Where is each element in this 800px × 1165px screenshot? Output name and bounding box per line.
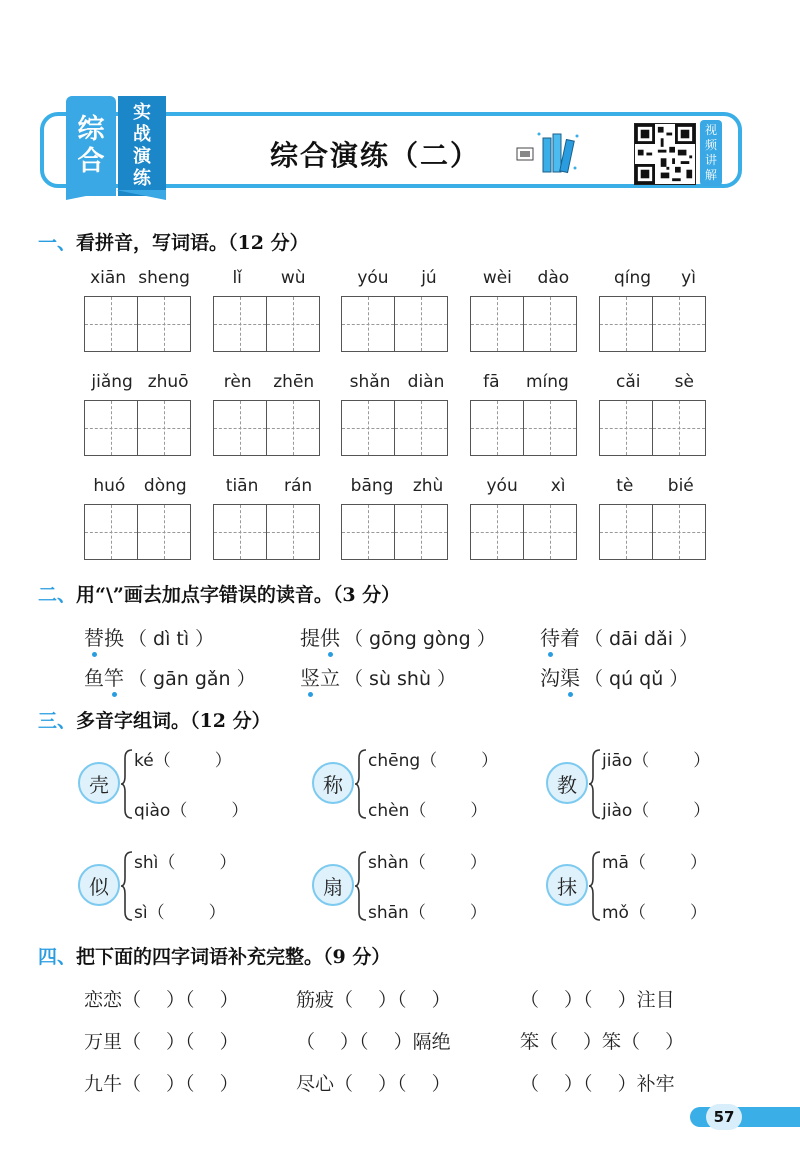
writing-cell[interactable] (84, 296, 138, 352)
writing-grid (213, 296, 325, 352)
polyphone-char-badge (78, 762, 120, 804)
idiom-item[interactable]: 九牛（ ）（ ） (84, 1073, 239, 1095)
pinyin-word (470, 476, 582, 560)
paren-close: ） (470, 801, 488, 821)
polyphone-char-badge (78, 864, 120, 906)
answer-blank[interactable] (409, 796, 497, 821)
pinyin-syllable: wù (280, 268, 306, 288)
idiom-item[interactable]: 尽心（ ）（ ） (296, 1073, 451, 1095)
video-label-char: 解 (704, 168, 717, 182)
reading-pinyin: shàn (368, 853, 409, 873)
pinyin-syllable: xì (550, 476, 566, 496)
pinyin-word (213, 268, 325, 352)
answer-blank[interactable] (629, 848, 717, 873)
reading-pinyin: chèn (368, 801, 410, 821)
section-number: 四、 (38, 946, 77, 968)
section-4-title (38, 942, 390, 969)
writing-cell[interactable] (213, 400, 267, 456)
reading-line (368, 796, 497, 821)
reading-line (134, 746, 242, 771)
pinyin (213, 372, 325, 396)
answer-blank[interactable] (632, 796, 720, 821)
reading-pinyin: shì (134, 853, 159, 873)
reading-line (602, 898, 717, 923)
dotted-char: 待 (540, 626, 560, 650)
tab-sub-char: 演 (133, 146, 151, 167)
pinyin-options[interactable]: （ dāi dǎi ） (584, 628, 699, 650)
pinyin-syllable: yóu (357, 268, 389, 288)
brace-icon (120, 748, 134, 820)
polyphone-char: 扇 (323, 874, 343, 899)
paren-open: （ (632, 751, 650, 771)
writing-cell[interactable] (652, 400, 706, 456)
pronunciation-item (84, 622, 214, 651)
paren-close: ） (208, 903, 226, 923)
writing-grid (84, 296, 196, 352)
pinyin-syllable: dòng (143, 476, 187, 496)
idiom-item[interactable]: 笨（ ）笨（ ） (520, 1031, 685, 1053)
pinyin-word (341, 476, 453, 560)
video-label-char: 频 (704, 138, 717, 152)
paren-open: （ (409, 801, 427, 821)
reading-line (602, 796, 720, 821)
tab-sub-char: 战 (133, 124, 151, 145)
pinyin-syllable: jú (421, 268, 437, 288)
paren-open: （ (420, 751, 438, 771)
writing-cell[interactable] (394, 296, 448, 352)
tab-sub-char: 练 (133, 168, 151, 189)
pinyin-syllable: zhuō (147, 372, 189, 392)
dotted-char: 渠 (560, 666, 580, 690)
writing-grid (84, 504, 196, 560)
writing-cell[interactable] (394, 504, 448, 560)
pinyin-syllable: yì (681, 268, 696, 288)
pinyin-syllable: bié (667, 476, 694, 496)
reading-line (368, 848, 497, 873)
writing-grid (599, 504, 711, 560)
pinyin-syllable: fā (483, 372, 500, 392)
pinyin-syllable: rán (284, 476, 313, 496)
pinyin (84, 268, 196, 292)
books-illustration-icon (515, 128, 585, 176)
paren-close: ） (214, 751, 232, 771)
pinyin-syllable: sheng (138, 268, 190, 288)
pinyin (470, 372, 582, 396)
idiom-item[interactable]: （ ）（ ）补牢 (520, 1073, 675, 1095)
pinyin (470, 476, 582, 500)
pinyin-options[interactable]: （ gān gǎn ） (128, 668, 256, 690)
reading-line (134, 848, 246, 873)
writing-cell[interactable] (341, 296, 395, 352)
pinyin (84, 476, 196, 500)
writing-cell[interactable] (523, 504, 577, 560)
polyphone-item (312, 744, 502, 824)
writing-cell[interactable] (523, 400, 577, 456)
paren-close: ） (689, 853, 707, 873)
paren-open: （ (153, 751, 171, 771)
pinyin-syllable: tiān (225, 476, 259, 496)
writing-grid (599, 296, 711, 352)
pinyin-word (470, 372, 582, 456)
pinyin-syllable: rèn (223, 372, 252, 392)
polyphone-char-badge (312, 864, 354, 906)
writing-cell[interactable] (84, 400, 138, 456)
section-title-text: 多音字组词。（12 分） (76, 710, 271, 732)
brace-icon (588, 748, 602, 820)
paren-close: ） (693, 801, 711, 821)
answer-blank[interactable] (148, 898, 236, 923)
polyphone-char-badge (312, 762, 354, 804)
answer-blank[interactable] (158, 848, 246, 873)
paren-close: ） (693, 751, 711, 771)
pinyin-syllable: cǎi (616, 372, 641, 392)
writing-cell[interactable] (470, 504, 524, 560)
pinyin-syllable: dào (537, 268, 570, 288)
pinyin-options[interactable]: （ sù shù ） (344, 668, 457, 690)
section-number: 一、 (38, 232, 77, 254)
pinyin (341, 476, 453, 500)
paren-open: （ (408, 853, 426, 873)
pinyin-word (213, 476, 325, 560)
char: 沟 (540, 666, 560, 690)
idiom-item[interactable]: 筋疲（ ）（ ） (296, 989, 451, 1011)
pinyin-word (599, 476, 711, 560)
pronunciation-item (540, 622, 698, 651)
paren-open: （ (158, 853, 176, 873)
char: 立 (320, 666, 340, 690)
polyphone-char-badge (546, 762, 588, 804)
polyphone-item (312, 846, 502, 926)
pronunciation-item (300, 622, 496, 651)
polyphone-item (546, 744, 736, 824)
reading-pinyin: qiào (134, 801, 171, 821)
pinyin-word (84, 268, 196, 352)
section-title-text: 把下面的四字词语补充完整。（9 分） (76, 946, 391, 968)
writing-cell[interactable] (599, 296, 653, 352)
pinyin (213, 476, 325, 500)
writing-grid (341, 504, 453, 560)
tab-sub-char: 实 (133, 102, 151, 123)
polyphone-char: 似 (89, 874, 109, 899)
writing-cell[interactable] (652, 504, 706, 560)
pinyin (341, 372, 453, 396)
pinyin-syllable: wèi (482, 268, 512, 288)
writing-cell[interactable] (652, 296, 706, 352)
paren-close: ） (219, 853, 237, 873)
brace-icon (588, 850, 602, 922)
polyphone-char: 称 (323, 772, 343, 797)
reading-pinyin: chēng (368, 751, 421, 771)
writing-grid (213, 504, 325, 560)
writing-cell[interactable] (394, 400, 448, 456)
writing-cell[interactable] (341, 400, 395, 456)
reading-pinyin: shān (368, 903, 409, 923)
pinyin-syllable: tè (616, 476, 634, 496)
qr-code-icon[interactable] (634, 123, 696, 185)
polyphone-char: 抹 (557, 874, 577, 899)
writing-cell[interactable] (84, 504, 138, 560)
paren-close: ） (231, 801, 249, 821)
writing-cell[interactable] (599, 504, 653, 560)
paren-open: （ (628, 853, 646, 873)
char: 提 (300, 626, 320, 650)
writing-cell[interactable] (266, 504, 320, 560)
writing-grid (470, 296, 582, 352)
pinyin-word (341, 372, 453, 456)
header-tab-main (66, 96, 116, 196)
section-1-title (38, 228, 309, 255)
writing-cell[interactable] (523, 296, 577, 352)
pronunciation-item (84, 662, 256, 691)
writing-cell[interactable] (470, 400, 524, 456)
paren-open: （ (628, 903, 646, 923)
pinyin-options[interactable]: （ dì tì ） (128, 628, 215, 650)
idiom-item[interactable]: 恋恋（ ）（ ） (84, 989, 239, 1011)
pinyin (470, 268, 582, 292)
dotted-char: 竖 (300, 666, 320, 690)
dotted-char: 替 (84, 626, 104, 650)
answer-blank[interactable] (409, 898, 497, 923)
writing-cell[interactable] (137, 504, 191, 560)
paren-close: ） (481, 751, 499, 771)
pinyin-syllable: diàn (407, 372, 445, 392)
writing-cell[interactable] (213, 296, 267, 352)
writing-grid (470, 400, 582, 456)
answer-blank[interactable] (420, 746, 508, 771)
pinyin-syllable: lǐ (232, 268, 242, 288)
idiom-item[interactable]: （ ）（ ）隔绝 (296, 1031, 451, 1053)
pinyin-syllable: zhù (412, 476, 444, 496)
pinyin (599, 476, 711, 500)
answer-blank[interactable] (629, 898, 717, 923)
answer-blank[interactable] (154, 746, 242, 771)
tab-ribbon-notch (66, 190, 166, 200)
polyphone-char: 教 (557, 772, 577, 797)
page-title: 综合演练（二） (270, 139, 481, 172)
pinyin-syllable: bāng (350, 476, 394, 496)
pinyin-word (84, 372, 196, 456)
writing-grid (341, 296, 453, 352)
header-tab-sub (118, 96, 166, 196)
writing-cell[interactable] (470, 296, 524, 352)
writing-grid (470, 504, 582, 560)
char: 着 (560, 626, 580, 650)
page-number: 57 (706, 1104, 742, 1130)
polyphone-char: 壳 (89, 772, 109, 797)
pinyin-syllable: qíng (614, 268, 652, 288)
brace-icon (354, 748, 368, 820)
reading-pinyin: jiāo (602, 751, 633, 771)
reading-line (602, 746, 720, 771)
section-title-text: 用“\”画去加点字错误的读音。（3 分） (76, 584, 401, 606)
paren-open: （ (147, 903, 165, 923)
pinyin (599, 372, 711, 396)
paren-close: ） (469, 853, 487, 873)
char: 换 (104, 626, 124, 650)
video-label-char: 讲 (704, 153, 717, 167)
writing-grid (599, 400, 711, 456)
idiom-item[interactable]: （ ）（ ）注目 (520, 989, 675, 1011)
writing-cell[interactable] (266, 296, 320, 352)
char: 鱼 (84, 666, 104, 690)
section-3-title (38, 706, 271, 733)
reading-pinyin: mǒ (602, 903, 629, 923)
pinyin-syllable: míng (525, 372, 569, 392)
dotted-char: 竿 (104, 666, 124, 690)
section-title-text: 看拼音，写词语。（12 分） (76, 232, 309, 254)
pinyin (84, 372, 196, 396)
writing-cell[interactable] (599, 400, 653, 456)
pronunciation-item (540, 662, 688, 691)
pinyin-word (599, 372, 711, 456)
pinyin-word (470, 268, 582, 352)
video-label-char: 视 (704, 123, 717, 137)
pinyin-syllable: huó (93, 476, 126, 496)
writing-grid (84, 400, 196, 456)
answer-blank[interactable] (632, 746, 720, 771)
pinyin-syllable: xiān (90, 268, 127, 288)
pinyin-word (599, 268, 711, 352)
polyphone-item (546, 846, 736, 926)
reading-line (602, 848, 717, 873)
pinyin-options[interactable]: （ qú qǔ ） (584, 668, 689, 690)
tab-main-char: 合 (77, 146, 105, 177)
writing-grid (213, 400, 325, 456)
polyphone-item (78, 846, 268, 926)
pinyin (213, 268, 325, 292)
reading-line (134, 898, 236, 923)
video-explanation-badge[interactable] (700, 120, 722, 186)
pinyin-syllable: zhēn (273, 372, 315, 392)
writing-cell[interactable] (137, 296, 191, 352)
reading-line (368, 746, 508, 771)
answer-blank[interactable] (170, 796, 258, 821)
pinyin-syllable: yóu (486, 476, 518, 496)
pinyin (599, 268, 711, 292)
paren-open: （ (632, 801, 650, 821)
reading-pinyin: mā (602, 853, 629, 873)
answer-blank[interactable] (409, 848, 497, 873)
writing-cell[interactable] (213, 504, 267, 560)
paren-open: （ (408, 903, 426, 923)
section-2-title (38, 580, 400, 607)
brace-icon (120, 850, 134, 922)
writing-cell[interactable] (266, 400, 320, 456)
section-number: 二、 (38, 584, 77, 606)
pinyin-syllable: sè (674, 372, 694, 392)
reading-pinyin: ké (134, 751, 154, 771)
pinyin (341, 268, 453, 292)
writing-grid (341, 400, 453, 456)
section-number: 三、 (38, 710, 77, 732)
writing-cell[interactable] (137, 400, 191, 456)
writing-cell[interactable] (341, 504, 395, 560)
pinyin-word (213, 372, 325, 456)
paren-close: ） (469, 903, 487, 923)
polyphone-char-badge (546, 864, 588, 906)
pinyin-options[interactable]: （ gōng gòng ） (344, 628, 496, 650)
dotted-char: 供 (320, 626, 340, 650)
idiom-item[interactable]: 万里（ ）（ ） (84, 1031, 239, 1053)
pinyin-word (84, 476, 196, 560)
reading-line (368, 898, 497, 923)
tab-main-char: 综 (77, 114, 105, 145)
reading-pinyin: jiào (602, 801, 633, 821)
pinyin-word (341, 268, 453, 352)
pinyin-syllable: jiǎng (91, 372, 133, 392)
paren-close: ） (689, 903, 707, 923)
pinyin-syllable: shǎn (349, 372, 391, 392)
reading-pinyin: sì (134, 903, 148, 923)
paren-open: （ (170, 801, 188, 821)
pronunciation-item (300, 662, 456, 691)
polyphone-item (78, 744, 268, 824)
reading-line (134, 796, 258, 821)
brace-icon (354, 850, 368, 922)
